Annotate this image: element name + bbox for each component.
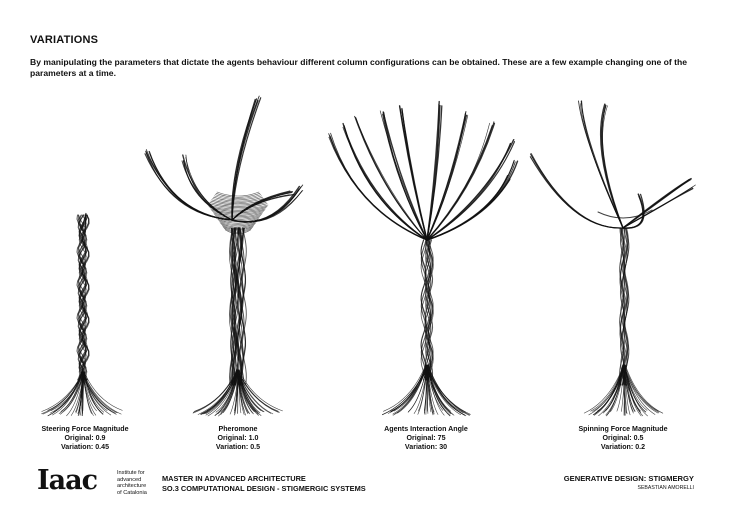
caption-steering	[10, 425, 160, 451]
caption-pheromone	[163, 425, 313, 451]
caption-name: Pheromone	[218, 425, 258, 433]
caption-original: Original: 75	[406, 433, 446, 442]
fan-column-render	[329, 102, 518, 416]
caption-name: Steering Force Magnitude	[41, 425, 129, 433]
caption-variation: Variation: 0.2	[600, 442, 646, 451]
caption-interaction-angle	[351, 425, 501, 451]
program-title: MASTER IN ADVANCED ARCHITECTURE	[162, 474, 306, 483]
institute-line: of Catalonia	[117, 489, 147, 496]
twisted-column-render	[42, 213, 123, 416]
caption-variation: Variation: 0.45	[60, 442, 110, 451]
caption-name: Spinning Force Magnitude	[578, 425, 668, 433]
caption-spinning	[548, 425, 698, 451]
course-block	[564, 474, 694, 491]
spiral-column-render	[530, 101, 695, 416]
caption-original: Original: 0.9	[64, 433, 106, 442]
caption-original: Original: 0.5	[602, 433, 644, 442]
caption-original: Original: 1.0	[217, 433, 259, 442]
caption-name: Agents Interaction Angle	[384, 425, 468, 433]
institute-line: architecture	[117, 483, 147, 490]
cup-column-render	[145, 96, 303, 416]
institute-line: advanced	[117, 476, 142, 483]
author-name: SEBASTIAN AMORELLI	[637, 485, 694, 491]
caption-variation: Variation: 30	[404, 442, 448, 451]
iaac-logo: Iaac	[37, 465, 98, 496]
institute-line: Institute for	[117, 470, 145, 476]
program-block	[162, 474, 366, 494]
page-title: VARIATIONS	[30, 34, 99, 46]
course-title: GENERATIVE DESIGN: STIGMERGY	[563, 474, 694, 483]
program-course: SO.3 COMPUTATIONAL DESIGN - STIGMERGIC SYSTEMS	[162, 484, 366, 493]
intro-paragraph: By manipulating the parameters that dictate the agents behaviour different column configurations can be obtained. These are a few example changing one of the parameters at a time.	[30, 57, 688, 78]
caption-variation: Variation: 0.5	[215, 442, 261, 451]
